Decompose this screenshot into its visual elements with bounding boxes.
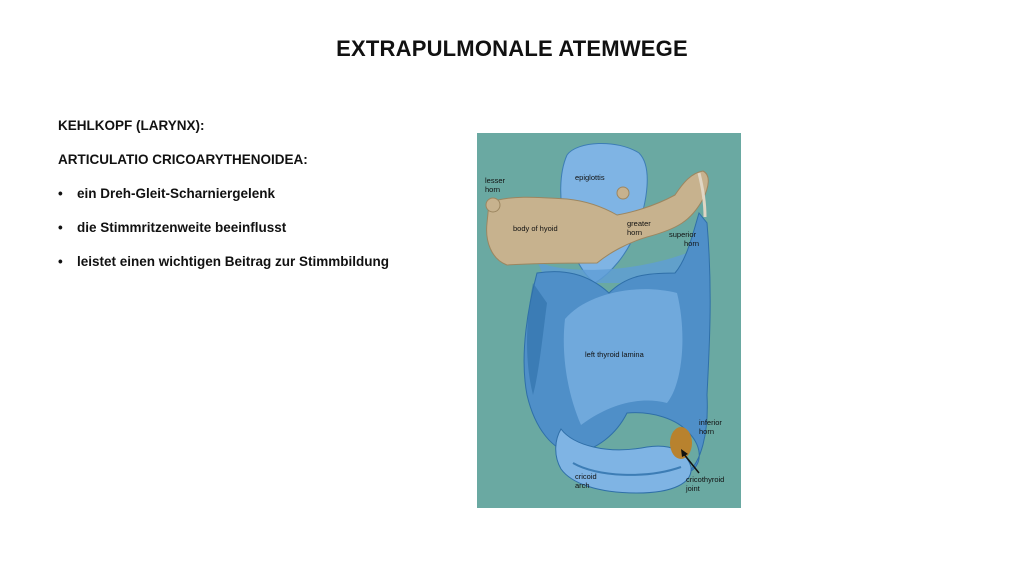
label-epiglottis: epiglottis (575, 173, 605, 182)
larynx-figure (477, 133, 741, 508)
bullet-item (58, 186, 458, 220)
label-inferior-horn-line1: inferior (699, 418, 722, 427)
bullet-item (58, 220, 458, 254)
bullet-text: leistet einen wichtigen Beitrag zur Stimmbildung (77, 254, 390, 269)
bullet-item (58, 254, 458, 288)
label-inferior-horn-line2: horn (699, 427, 715, 436)
label-cricothyroid-joint-line1: cricothyroid (686, 475, 725, 484)
bullet-text: die Stimmritzenweite beeinflusst (77, 220, 287, 235)
label-superior-horn-line2: horn (684, 239, 700, 248)
label-body-of-hyoid: body of hyoid (513, 224, 558, 233)
label-greater-horn-line2: horn (627, 228, 643, 237)
cricothyroid-joint-shape (670, 427, 692, 459)
label-superior-horn-line1: superior (669, 230, 697, 239)
label-cricoid-arch-line1: cricoid (575, 472, 597, 481)
bullet-dot: • (58, 220, 63, 235)
label-left-thyroid-lamina: left thyroid lamina (585, 350, 644, 359)
lesser-horn-right-shape (617, 187, 629, 199)
lesser-horn-shape (486, 198, 500, 212)
label-cricothyroid-joint-line2: joint (686, 484, 700, 493)
label-lesser-horn-line2: horn (485, 185, 501, 194)
bullet-dot: • (58, 186, 63, 201)
heading-articulatio: ARTICULATIO CRICOARYTHENOIDEA: (58, 152, 308, 167)
slide-title: EXTRAPULMONALE ATEMWEGE (336, 36, 688, 61)
slide-content (58, 118, 458, 288)
bullet-text: ein Dreh-Gleit-Scharniergelenk (77, 186, 276, 201)
bullet-dot: • (58, 254, 63, 269)
label-greater-horn-line1: greater (627, 219, 651, 228)
label-cricoid-arch-line2: arch (575, 481, 590, 490)
heading-larynx: KEHLKOPF (LARYNX): (58, 118, 205, 133)
larynx-illustration (477, 133, 741, 508)
label-lesser-horn-line1: lesser (485, 176, 506, 185)
